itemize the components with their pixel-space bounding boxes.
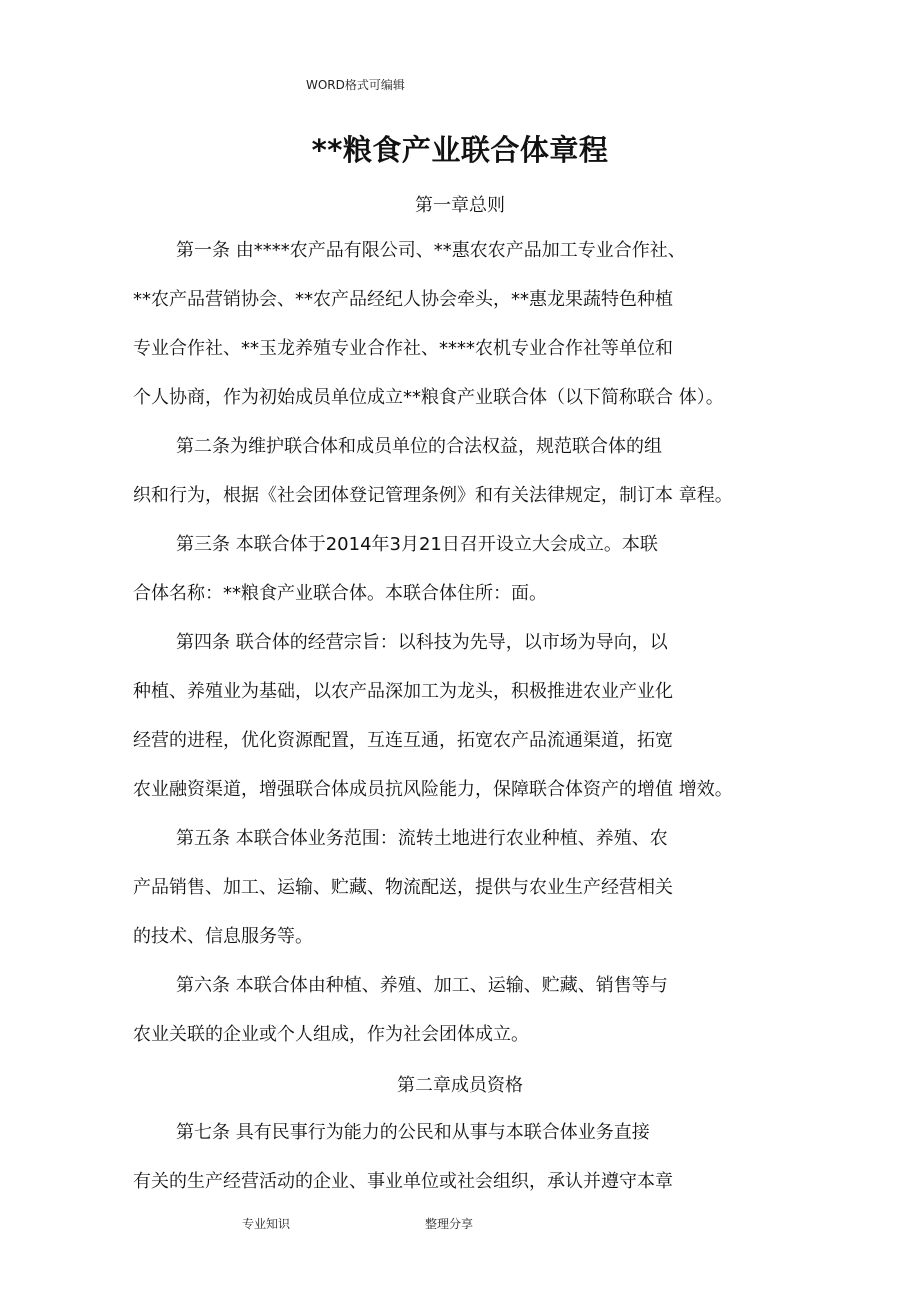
footer-right: 整理分享 xyxy=(425,1217,474,1231)
paragraph-line: 第三条 本联合体于2014年3月21日召开设立大会成立。本联 xyxy=(176,534,658,555)
paragraph-line: 个人协商，作为初始成员单位成立**粮食产业联合体（以下简称联合 体）。 xyxy=(133,387,724,408)
paragraph-line: 农业关联的企业或个人组成，作为社会团体成立。 xyxy=(133,1024,529,1045)
paragraph-line: 第四条 联合体的经营宗旨：以科技为先导，以市场为导向，以 xyxy=(176,632,668,653)
chapter-heading: 第二章成员资格 xyxy=(397,1075,523,1096)
paragraph-line: 第一条 由****农产品有限公司、**惠农农产品加工专业合作社、 xyxy=(176,240,686,261)
paragraph-line: 产品销售、加工、运输、贮藏、物流配送，提供与农业生产经营相关 xyxy=(133,877,673,898)
chapter-heading: 第一章总则 xyxy=(415,195,505,216)
paragraph-line: 第七条 具有民事行为能力的公民和从事与本联合体业务直接 xyxy=(176,1122,650,1143)
paragraph-line: 第五条 本联合体业务范围：流转土地进行农业种植、养殖、农 xyxy=(176,828,668,849)
footer-left: 专业知识 xyxy=(242,1217,291,1231)
paragraph-line: 种植、养殖业为基础，以农产品深加工为龙头，积极推进农业产业化 xyxy=(133,681,673,702)
paragraph-line: 专业合作社、**玉龙养殖专业合作社、****农机专业合作社等单位和 xyxy=(133,338,673,359)
paragraph-line: **农产品营销协会、**农产品经纪人协会牵头，**惠龙果蔬特色种植 xyxy=(133,289,673,310)
paragraph-line: 的技术、信息服务等。 xyxy=(133,926,313,947)
paragraph-line: 第二条为维护联合体和成员单位的合法权益，规范联合体的组 xyxy=(176,436,662,457)
paragraph-line: 织和行为，根据《社会团体登记管理条例》和有关法律规定，制订本 章程。 xyxy=(133,485,733,506)
paragraph-line: 第六条 本联合体由种植、养殖、加工、运输、贮藏、销售等与 xyxy=(176,975,668,996)
paragraph-line: 农业融资渠道，增强联合体成员抗风险能力，保障联合体资产的增值 增效。 xyxy=(133,779,733,800)
document-header: WORD格式可编辑 xyxy=(306,78,405,92)
paragraph-line: 有关的生产经营活动的企业、事业单位或社会组织，承认并遵守本章 xyxy=(133,1171,673,1192)
document-title: **粮食产业联合体章程 xyxy=(311,133,609,167)
paragraph-line: 经营的进程，优化资源配置，互连互通，拓宽农产品流通渠道，拓宽 xyxy=(133,730,673,751)
paragraph-line: 合体名称：**粮食产业联合体。本联合体住所：面。 xyxy=(133,583,547,604)
